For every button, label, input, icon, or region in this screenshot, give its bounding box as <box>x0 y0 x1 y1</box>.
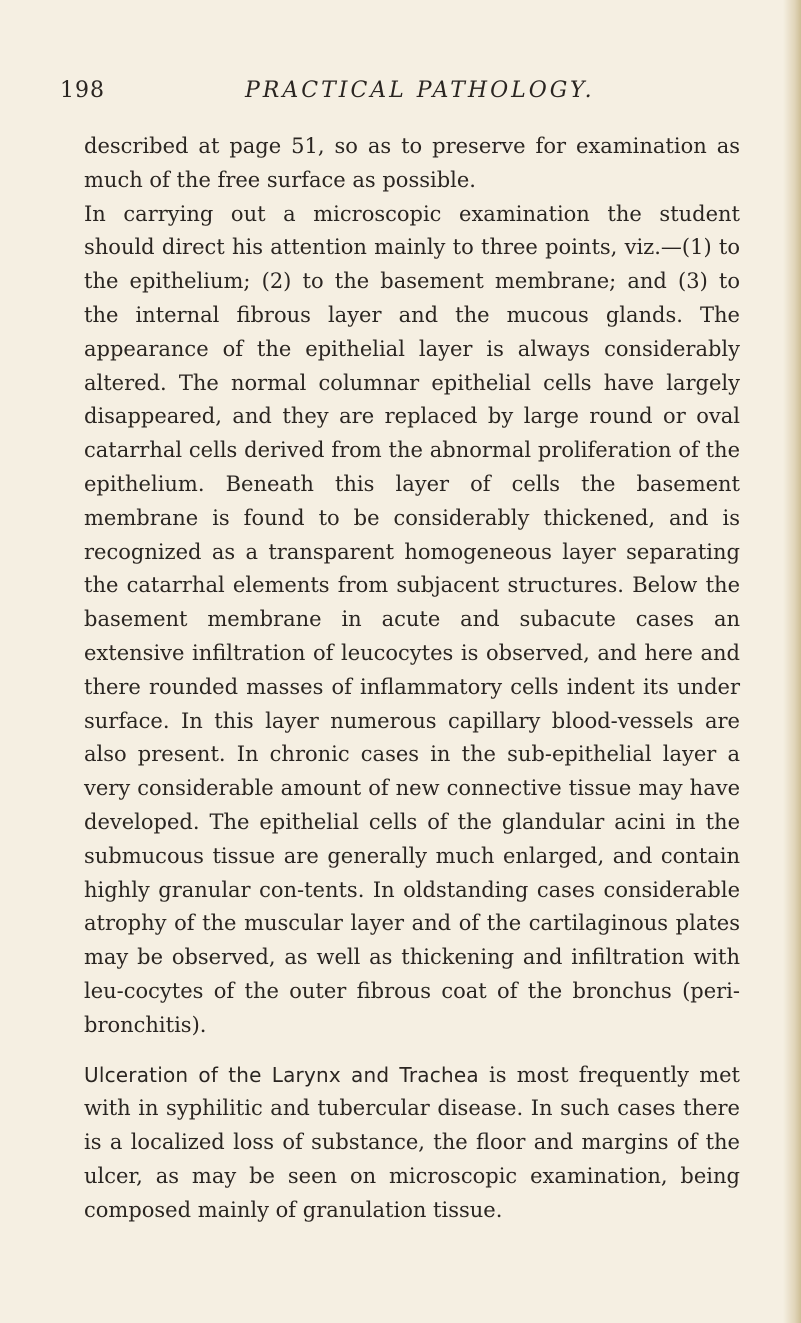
section-text: is most frequently met with in syphilitic and tubercular disease. In such cases there is a localized loss of substance, the floor and margins of the ulcer, as may be seen on microscopic examination, being composed mainly of granulation tissue. <box>84 1062 740 1222</box>
body-text <box>84 130 740 1228</box>
section-heading: Ulceration of the Larynx and Trachea <box>84 1062 479 1087</box>
page-header <box>60 74 750 114</box>
paragraph-continuation: described at page 51, so as to preserve for examination as much of the free surface as possible. <box>84 134 740 192</box>
page-number: 198 <box>60 78 105 103</box>
running-head: PRACTICAL PATHOLOGY. <box>245 78 595 103</box>
page-edge-shadow <box>783 0 801 1323</box>
paragraph-microscopic-examination: In carrying out a microscopic examination the student should direct his attention mainly to three points, viz.—(1) to the epithelium; (2) to the basement membrane; and (3) to the internal fibrous layer and the mucous glands. The appearance of the epithelial layer is always considerably altered. The normal columnar epithelial cells have largely disappeared, and they are replaced by large round or oval catarrhal cells derived from the abnormal proliferation of the epithelium. Beneath this layer of cells the basement membrane is found to be considerably thickened, and is recognized as a transparent homogeneous layer separating the catarrhal elements from subjacent structures. Below the basement membrane in acute and subacute cases an extensive infiltration of leucocytes is observed, and here and there rounded masses of inflammatory cells indent its under surface. In this layer numerous capillary blood-vessels are also present. In chronic cases in the sub-epithelial layer a very considerable amount of new connective tissue may have developed. The epithelial cells of the glandular acini in the submucous tissue are generally much enlarged, and contain highly granular con-tents. In oldstanding cases considerable atrophy of the muscular layer and of the cartilaginous plates may be observed, as well as thickening and infiltration with leu-cocytes of the outer fibrous coat of the bronchus (peri-bronchitis). <box>84 201 740 1037</box>
section-paragraph-ulceration <box>84 1059 740 1228</box>
